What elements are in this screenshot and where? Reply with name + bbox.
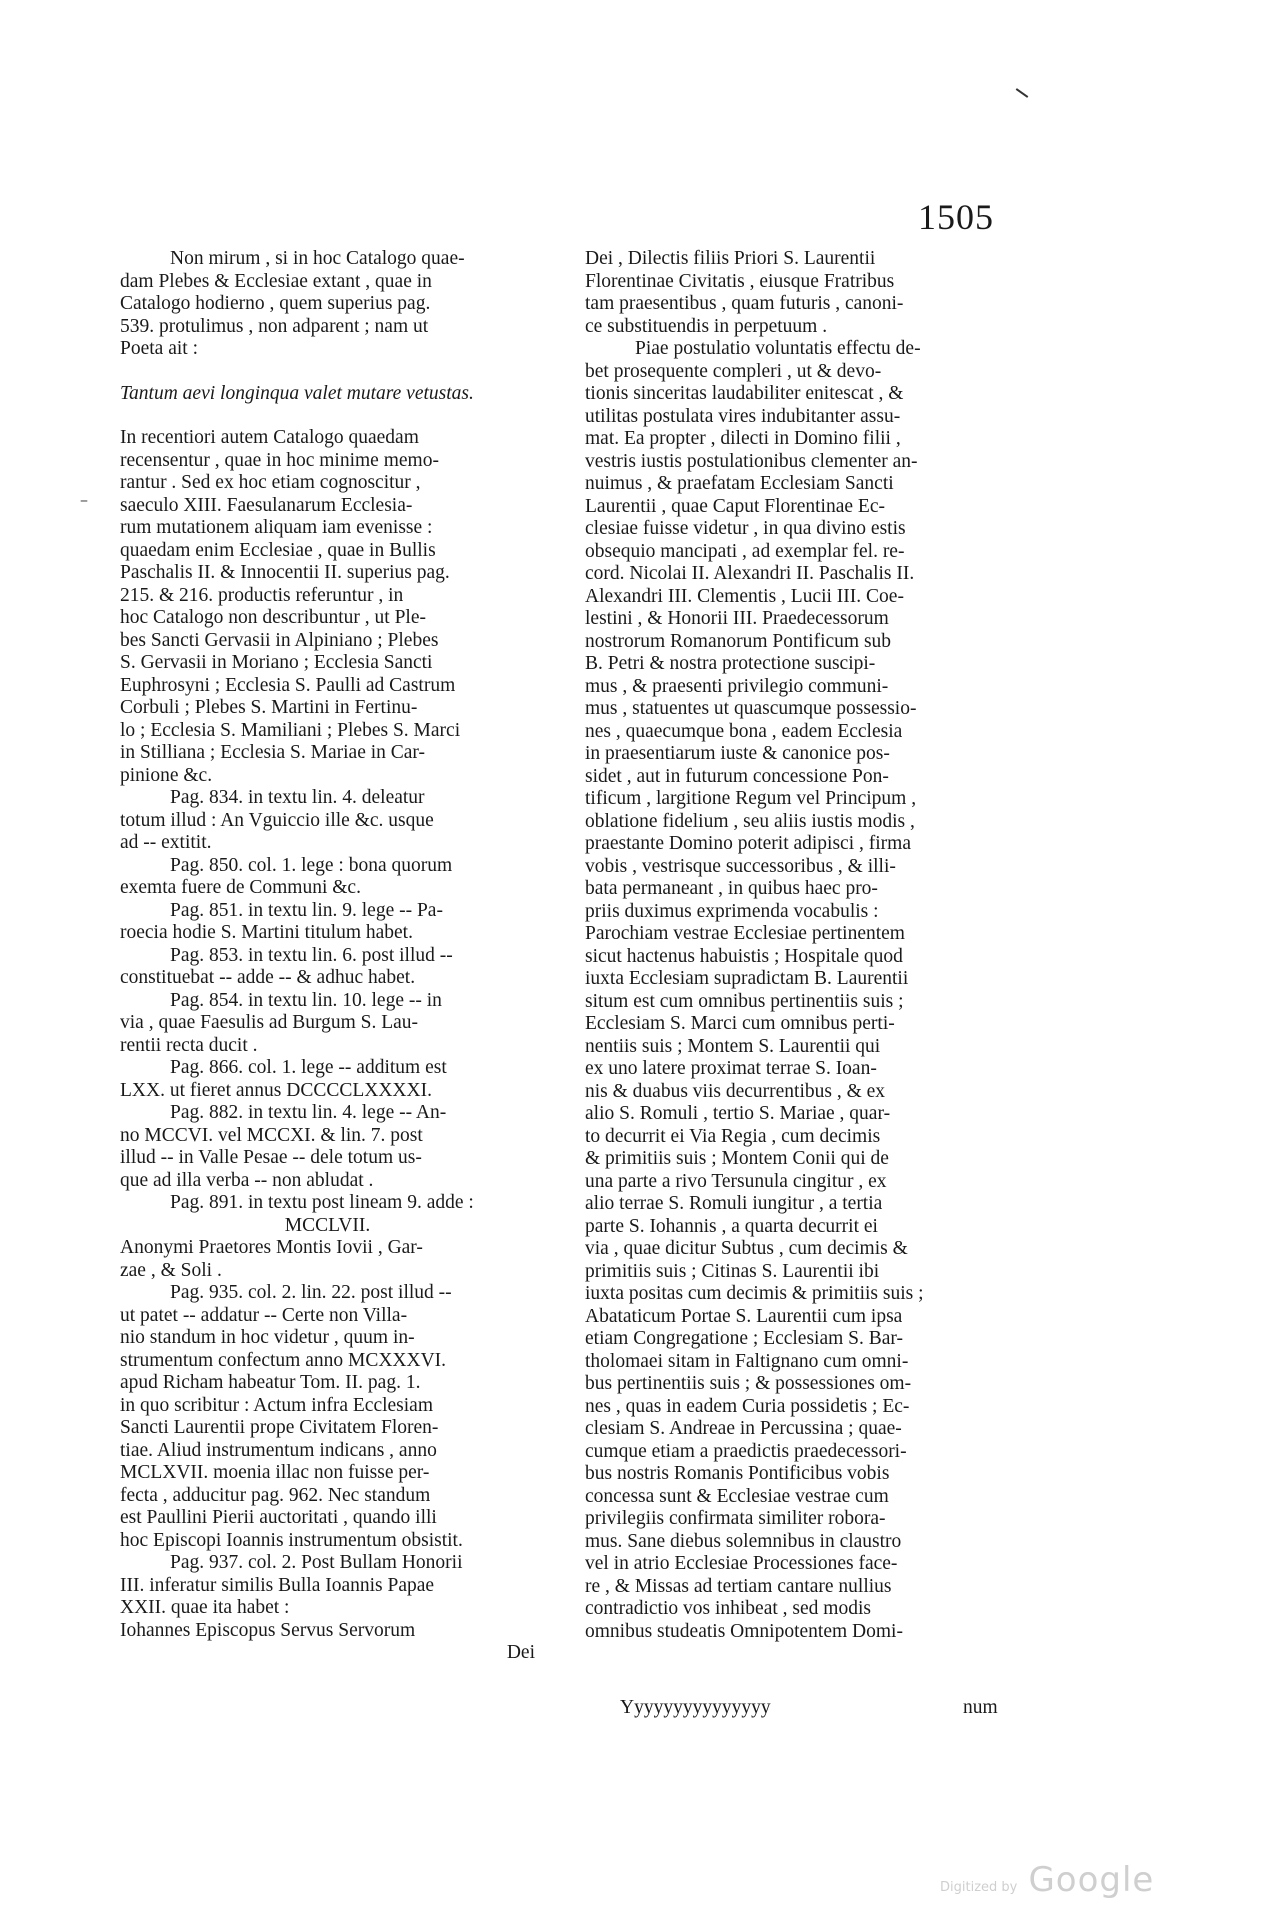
text-line: Catalogo hodierno , quem superius pag.	[120, 293, 431, 314]
text-line: via , quae dicitur Subtus , cum decimis &	[585, 1238, 908, 1259]
text-line: Iohannes Episcopus Servus Servorum	[120, 1619, 416, 1641]
text-line: B. Petri & nostra protectione suscipi-	[585, 653, 876, 674]
text-line: mat. Ea propter , dilecti in Domino filii ,	[585, 428, 901, 449]
text-line: fecta , adducitur pag. 962. Nec standum	[120, 1484, 431, 1506]
text-line: bus pertinentiis suis ; & possessiones om-	[585, 1373, 912, 1394]
text-line: Poeta ait :	[120, 338, 198, 359]
text-line: contradictio vos inhibeat , sed modis	[585, 1598, 871, 1619]
text-line: totum illud : An Vguiccio ille &c. usque	[120, 809, 434, 831]
text-line: alio S. Romuli , tertio S. Mariae , quar-	[585, 1103, 891, 1124]
text-line: una parte a rivo Tersunula cingitur , ex	[585, 1170, 887, 1192]
text-line: cumque etiam a praedictis praedecessori-	[585, 1440, 907, 1462]
text-line: Pag. 851. in textu lin. 9. lege -- Pa-	[170, 899, 443, 921]
blank-line	[120, 361, 535, 383]
text-line: quaedam enim Ecclesiae , quae in Bullis	[120, 539, 436, 561]
text-line: vestris iustis postulationibus clementer an-	[585, 450, 918, 472]
text-line: apud Richam habeatur Tom. II. pag. 1.	[120, 1372, 421, 1393]
text-line: Abataticum Portae S. Laurentii cum ipsa	[585, 1305, 903, 1327]
text-line: clesiam S. Andreae in Percussina ; quae-	[585, 1418, 902, 1439]
text-line: clesiae fuisse videtur , in qua divino estis	[585, 518, 906, 539]
text-line: bet prosequente compleri , ut & devo-	[585, 360, 882, 382]
text-line: XXII. quae ita habet :	[120, 1597, 290, 1618]
text-line: hoc Catalogo non describuntur , ut Ple-	[120, 607, 426, 628]
text-line: nes , quas in eadem Curia possidetis ; Ec-	[585, 1395, 910, 1417]
text-line: to decurrit ei Via Regia , cum decimis	[585, 1125, 881, 1147]
text-line: re , & Missas ad tertiam cantare nullius	[585, 1575, 892, 1597]
text-line: Anonymi Praetores Montis Iovii , Gar-	[120, 1237, 423, 1258]
text-line: Alexandri III. Clementis , Lucii III. Coe-	[585, 585, 904, 607]
text-line: omnibus studeatis Omnipotentem Domi-	[585, 1620, 903, 1642]
text-line: mus. Sane diebus solemnibus in claustro	[585, 1530, 902, 1552]
text-line: mus , & praesenti privilegio communi-	[585, 675, 889, 697]
text-line: pinione &c.	[120, 764, 213, 786]
text-line: exemta fuere de Communi &c.	[120, 877, 361, 898]
text-line: tholomaei sitam in Faltignano cum omni-	[585, 1350, 909, 1372]
margin-mark: –	[80, 490, 88, 509]
text-line: via , quae Faesulis ad Burgum S. Lau-	[120, 1012, 419, 1033]
text-line: III. inferatur similis Bulla Ioannis Papae	[120, 1574, 435, 1596]
text-line: situm est cum omnibus pertinentiis suis ;	[585, 990, 904, 1012]
text-line: mus , statuentes ut quascumque possessio-	[585, 698, 917, 719]
text-line: etiam Congregatione ; Ecclesiam S. Bar-	[585, 1328, 904, 1349]
text-line: Euphrosyni ; Ecclesia S. Paulli ad Castrum	[120, 674, 456, 696]
text-line: est Paullini Pierii auctoritati , quando illi	[120, 1507, 437, 1528]
text-line: sicut hactenus habuistis ; Hospitale quod	[585, 945, 903, 967]
text-line: Non mirum , si in hoc Catalogo quae-	[170, 248, 465, 269]
text-line: Tantum aevi longinqua valet mutare vetustas.	[120, 382, 474, 404]
text-line: Pag. 935. col. 2. lin. 22. post illud --	[170, 1282, 452, 1303]
text-line: vobis , vestrisque successoribus , & illi-	[585, 855, 896, 877]
text-line: Parochiam vestrae Ecclesiae pertinentem	[585, 923, 905, 944]
text-line: LXX. ut fieret annus DCCCCLXXXXI.	[120, 1079, 432, 1101]
text-line: no MCCVI. vel MCCXI. & lin. 7. post	[120, 1124, 423, 1146]
right-column	[585, 248, 1015, 1643]
text-line: Dei , Dilectis filiis Priori S. Laurentii	[585, 248, 876, 269]
text-line: nis & duabus viis decurrentibus , & ex	[585, 1080, 886, 1102]
text-line: primitiis suis ; Citinas S. Laurentii ibi	[585, 1260, 880, 1282]
text-line: privilegiis confirmata similiter robora-	[585, 1508, 886, 1529]
text-line: ut patet -- addatur -- Certe non Villa-	[120, 1304, 408, 1326]
text-line: Paschalis II. & Innocentii II. superius pag.	[120, 562, 450, 583]
text-line: priis duximus exprimenda vocabulis :	[585, 900, 879, 922]
text-line: rentii recta ducit .	[120, 1034, 258, 1056]
text-line: S. Gervasii in Moriano ; Ecclesia Sancti	[120, 652, 433, 673]
text-line: Sancti Laurentii prope Civitatem Floren-	[120, 1417, 439, 1438]
text-line: bus nostris Romanis Pontificibus vobis	[585, 1463, 890, 1484]
text-line: utilitas postulata vires indubitanter assu-	[585, 405, 901, 427]
text-line: concessa sunt & Ecclesiae vestrae cum	[585, 1485, 889, 1507]
text-line: recensentur , quae in hoc minime memo-	[120, 449, 439, 471]
text-line: que ad illa verba -- non abludat .	[120, 1169, 374, 1191]
text-line: Piae postulatio voluntatis effectu de-	[635, 338, 921, 359]
text-line: rum mutationem aliquam iam evenisse :	[120, 517, 433, 538]
text-line: in quo scribitur : Actum infra Ecclesiam	[120, 1394, 433, 1416]
text-line: nes , quaecumque bona , eadem Ecclesia	[585, 720, 903, 742]
text-line: Pag. 853. in textu lin. 6. post illud --	[170, 944, 453, 966]
watermark-logo-text: Google	[1028, 1860, 1155, 1900]
text-line: nio standum in hoc videtur , quum in-	[120, 1327, 415, 1348]
text-line: nentiis suis ; Montem S. Laurentii qui	[585, 1035, 881, 1057]
left-column	[120, 248, 535, 1665]
ink-mark	[1016, 88, 1029, 98]
text-line: ex uno latere proximat terrae S. Ioan-	[585, 1058, 877, 1079]
text-line: 215. & 216. productis referuntur , in	[120, 584, 404, 606]
text-line: Laurentii , quae Caput Florentinae Ec-	[585, 495, 885, 517]
text-line: dam Plebes & Ecclesiae extant , quae in	[120, 270, 432, 292]
text-line: ad -- extitit.	[120, 832, 212, 853]
text-line: rantur . Sed ex hoc etiam cognoscitur ,	[120, 472, 421, 493]
text-line: cord. Nicolai II. Alexandri II. Paschalis II.	[585, 563, 915, 584]
text-line: alio terrae S. Romuli iungitur , a tertia	[585, 1193, 883, 1214]
text-line: in praesentiarum iuste & canonice pos-	[585, 743, 890, 764]
text-line: iuxta Ecclesiam supradictam B. Laurentii	[585, 968, 909, 989]
watermark-small-text: Digitized by	[940, 1880, 1018, 1895]
text-line: 539. protulimus , non adparent ; nam ut	[120, 315, 429, 337]
signature-mark: Yyyyyyyyyyyyyyy	[620, 1697, 771, 1718]
text-line: constituebat -- adde -- & adhuc habet.	[120, 967, 416, 988]
text-line: illud -- in Valle Pesae -- dele totum us-	[120, 1147, 422, 1168]
text-line: In recentiori autem Catalogo quaedam	[120, 427, 419, 448]
blank-line	[120, 405, 535, 427]
text-line: nuimus , & praefatam Ecclesiam Sancti	[585, 473, 894, 494]
catchword: num	[963, 1697, 998, 1718]
text-line: nostrorum Romanorum Pontificum sub	[585, 630, 892, 652]
text-line: zae , & Soli .	[120, 1259, 222, 1281]
text-line: Pag. 882. in textu lin. 4. lege -- An-	[170, 1102, 447, 1123]
text-line: hoc Episcopi Ioannis instrumentum obsistit.	[120, 1529, 463, 1551]
text-line: roecia hodie S. Martini titulum habet.	[120, 922, 413, 943]
text-line: MCLXVII. moenia illac non fuisse per-	[120, 1462, 430, 1483]
text-line: Pag. 891. in textu post lineam 9. adde :	[170, 1192, 474, 1213]
text-line: bes Sancti Gervasii in Alpiniano ; Plebes	[120, 629, 439, 651]
text-line: tam praesentibus , quam futuris , canoni-	[585, 293, 904, 314]
text-line: Pag. 850. col. 1. lege : bona quorum	[170, 854, 453, 876]
text-line: oblatione fidelium , seu aliis iustis modis ,	[585, 810, 915, 832]
text-line: praestante Domino poterit adipisci , firma	[585, 833, 911, 854]
text-line: in Stilliana ; Ecclesia S. Mariae in Car-	[120, 742, 426, 763]
text-line: bata permaneant , in quibus haec pro-	[585, 878, 878, 899]
text-line: & primitiis suis ; Montem Conii qui de	[585, 1148, 889, 1169]
text-line: obsequio mancipati , ad exemplar fel. re-	[585, 540, 905, 562]
text-line: saeculo XIII. Faesulanarum Ecclesia-	[120, 494, 413, 516]
text-line: Pag. 854. in textu lin. 10. lege -- in	[170, 989, 442, 1011]
watermark	[940, 1860, 1154, 1900]
text-line: sidet , aut in futurum concessione Pon-	[585, 765, 889, 787]
text-line: Pag. 866. col. 1. lege -- additum est	[170, 1057, 447, 1078]
text-line: Pag. 937. col. 2. Post Bullam Honorii	[170, 1552, 463, 1573]
text-line: Dei	[506, 1642, 535, 1663]
text-line: lo ; Ecclesia S. Mamiliani ; Plebes S. Marci	[120, 719, 461, 741]
page-number: 1505	[918, 197, 994, 237]
text-line: Florentinae Civitatis , eiusque Fratribus	[585, 270, 895, 292]
text-line: parte S. Iohannis , a quarta decurrit ei	[585, 1215, 878, 1237]
text-line: vel in atrio Ecclesiae Processiones face-	[585, 1553, 898, 1574]
text-line: Pag. 834. in textu lin. 4. deleatur	[170, 787, 425, 808]
text-line: strumentum confectum anno MCXXXVI.	[120, 1349, 447, 1371]
text-line: iuxta positas cum decimis & primitiis suis ;	[585, 1283, 924, 1304]
text-line: tionis sinceritas laudabiliter enitescat , &	[585, 383, 904, 404]
text-line: Ecclesiam S. Marci cum omnibus perti-	[585, 1013, 895, 1034]
text-line: Corbuli ; Plebes S. Martini in Fertinu-	[120, 697, 418, 718]
text-line: tiae. Aliud instrumentum indicans , anno	[120, 1439, 437, 1461]
text-line: MCCLVII.	[284, 1214, 371, 1236]
text-line: tificum , largitione Regum vel Principum ,	[585, 788, 917, 809]
text-line: lestini , & Honorii III. Praedecessorum	[585, 608, 889, 629]
text-line: ce substituendis in perpetuum .	[585, 315, 828, 337]
